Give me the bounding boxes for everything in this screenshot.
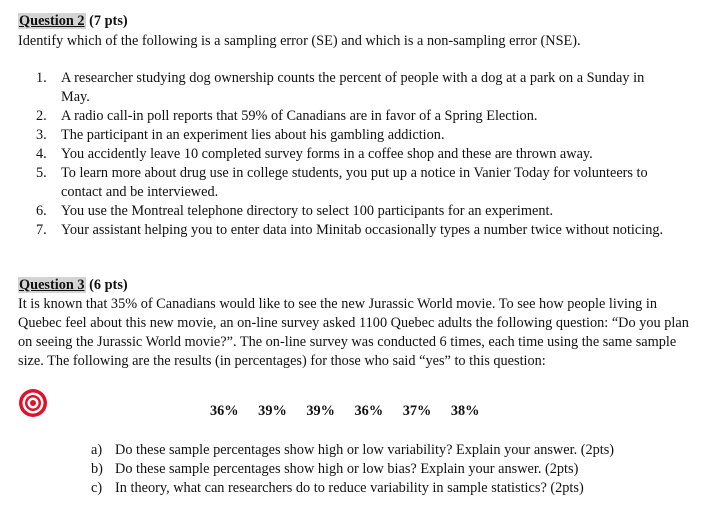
list-item — [0, 126, 671, 145]
item-text: You accidently leave 10 completed survey forms in a coffee shop and these are thrown away. — [61, 146, 593, 162]
item-text: You use the Montreal telephone directory to select 100 participants for an experiment. — [61, 203, 554, 219]
question-2-points: (7 pts) — [89, 13, 128, 29]
results-row — [210, 402, 495, 421]
item-text: The participant in an experiment lies about his gambling addiction. — [61, 127, 445, 143]
question-3-parts — [0, 441, 675, 498]
item-number: 5. — [36, 165, 47, 181]
question-2-instruction: Identify which of the following is a sampling error (SE) and which is a non-sampling error (NSE). — [18, 33, 581, 49]
part-letter: a) — [91, 442, 103, 458]
question-3-text: It is known that 35% of Canadians would like to see the new Jurassic World movie. To see how people living in Quebec feel about this new movie, an on-line survey asked 1100 Quebec adults the following question: “Do you plan on seeing the Jurassic World movie?”. The on-line survey was conducted 6 times, each time using the same sample size. The following are the results (in percentages) for those who said “yes” to this question: — [18, 296, 689, 369]
question-3-label: Question 3 — [19, 277, 85, 293]
item-text: A radio call-in poll reports that 59% of Canadians are in favor of a Spring Election. — [61, 108, 538, 124]
item-text: To learn more about drug use in college students, you put up a notice in Vanier Today for volunteers to contact and be interviewed. — [61, 165, 648, 200]
list-item — [0, 221, 671, 240]
part-letter: b) — [91, 461, 103, 477]
result-value: 39% — [258, 403, 287, 419]
question-2-label: Question 2 — [19, 13, 85, 29]
part-text: In theory, what can researchers do to reduce variability in sample statistics? (2pts) — [115, 480, 584, 496]
question-3-header — [18, 276, 128, 295]
target-icon — [18, 388, 48, 418]
list-item — [0, 441, 675, 460]
part-text: Do these sample percentages show high or low bias? Explain your answer. (2pts) — [115, 461, 579, 477]
item-number: 3. — [36, 127, 47, 143]
item-number: 7. — [36, 222, 47, 238]
item-number: 1. — [36, 70, 47, 86]
result-value: 37% — [402, 403, 432, 419]
item-text: Your assistant helping you to enter data into Minitab occasionally types a number twice without noticing. — [61, 222, 664, 238]
question-2-list — [0, 69, 671, 240]
item-number: 6. — [36, 203, 47, 219]
item-text: A researcher studying dog ownership counts the percent of people with a dog at a park on a Sunday in May. — [61, 70, 645, 105]
list-item — [0, 479, 675, 498]
item-number: 4. — [36, 146, 47, 162]
list-item — [0, 107, 671, 126]
question-3-points: (6 pts) — [89, 277, 128, 293]
list-item — [0, 164, 671, 202]
list-item — [0, 145, 671, 164]
part-letter: c) — [91, 480, 103, 496]
list-item — [0, 202, 671, 221]
result-value: 36% — [210, 403, 239, 419]
result-value: 38% — [450, 403, 480, 419]
part-text: Do these sample percentages show high or low variability? Explain your answer. (2pts) — [115, 442, 615, 458]
result-value: 36% — [354, 403, 384, 419]
list-item — [0, 69, 671, 107]
item-number: 2. — [36, 108, 47, 124]
result-value: 39% — [306, 403, 335, 419]
list-item — [0, 460, 675, 479]
question-2-header — [18, 12, 128, 31]
